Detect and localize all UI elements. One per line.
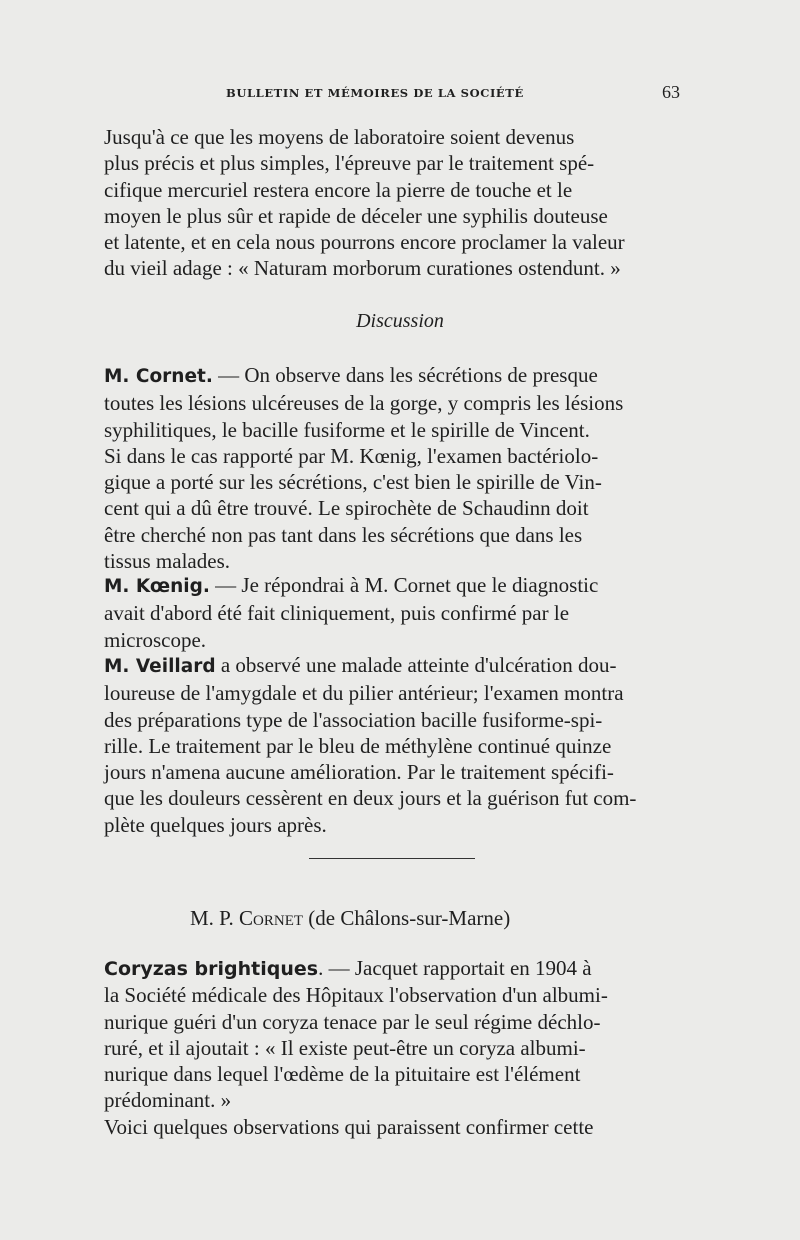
text-fragment: . — Jacquet rapportait en 1904 à [318, 956, 592, 980]
speaker-name: M. Veillard [104, 656, 216, 677]
text-line: et latente, et en cela nous pourrons encore proclamer la valeur [104, 230, 625, 255]
article-heading: Coryzas brightiques [104, 958, 319, 980]
text-line [104, 572, 682, 600]
text-fragment: — On observe dans les sécrétions de presque [212, 363, 598, 387]
running-title: BULLETIN ET MÉMOIRES DE LA SOCIÉTÉ [226, 86, 524, 100]
text-line: des préparations type de l'association bacille fusiforme-spi- [104, 707, 603, 732]
text-line: que les douleurs cessèrent en deux jours et la guérison fut com- [104, 786, 637, 811]
text-line: jours n'amena aucune amélioration. Par le traitement spécifi- [104, 760, 614, 785]
text-line: loureuse de l'amygdale et du pilier antérieur; l'examen montra [104, 681, 624, 706]
veillard-paragraph [104, 652, 682, 838]
author-affiliation: (de Châlons-sur-Marne) [303, 906, 511, 930]
cornet-paragraph [104, 362, 682, 574]
text-line: prédominant. » [104, 1088, 232, 1113]
text-line: plète quelques jours après. [104, 812, 327, 837]
author-prefix: M. P. [190, 906, 240, 930]
intro-paragraph [104, 124, 682, 282]
text-line: nurique guéri d'un coryza tenace par le seul régime déchlo- [104, 1009, 601, 1034]
text-line: moyen le plus sûr et rapide de déceler une syphilis douteuse [104, 203, 608, 228]
text-line: ruré, et il ajoutait : « Il existe peut-être un coryza albumi- [104, 1035, 586, 1060]
discussion-title: Discussion [356, 310, 444, 332]
text-line: être cherché non pas tant dans les sécrétions que dans les [104, 522, 583, 547]
text-line: microscope. [104, 627, 207, 652]
text-line: syphilitiques, le bacille fusiforme et le spirille de Vincent. [104, 417, 590, 442]
text-line [104, 362, 682, 390]
text-line: avait d'abord été fait cliniquement, puis confirmé par le [104, 601, 570, 626]
text-fragment: — Je répondrai à M. Cornet que le diagnostic [209, 573, 599, 597]
text-line: rille. Le traitement par le bleu de méthylène continué quinze [104, 733, 612, 758]
speaker-name: M. Cornet. [104, 366, 213, 387]
text-line: Si dans le cas rapporté par M. Kœnig, l'examen bactériolo- [104, 443, 599, 468]
text-line: cent qui a dû être trouvé. Le spirochète de Schaudinn doit [104, 496, 589, 521]
text-line: Voici quelques observations qui paraissent confirmer cette [104, 1114, 594, 1139]
article-paragraph [104, 955, 682, 1140]
text-line: plus précis et plus simples, l'épreuve par le traitement spé- [104, 151, 595, 176]
text-line: du vieil adage : « Naturam morborum curationes ostendunt. » [104, 256, 621, 281]
text-line [104, 652, 682, 680]
text-fragment: a observé une malade atteinte d'ulcération dou- [215, 653, 617, 677]
koenig-paragraph [104, 572, 682, 653]
author-name: Cornet [239, 906, 304, 930]
speaker-name: M. Kœnig. [104, 576, 210, 597]
section-divider [309, 858, 475, 859]
text-line: cifique mercuriel restera encore la pierre de touche et le [104, 177, 573, 202]
page-number: 63 [662, 82, 680, 102]
text-line: tissus malades. [104, 549, 230, 574]
text-line: la Société médicale des Hôpitaux l'observation d'un albumi- [104, 983, 608, 1008]
text-line: gique a porté sur les sécrétions, c'est bien le spirille de Vin- [104, 470, 602, 495]
text-line: nurique dans lequel l'œdème de la pituitaire est l'élément [104, 1062, 581, 1087]
page-header [0, 82, 800, 108]
text-line: toutes les lésions ulcéreuses de la gorge, y compris les lésions [104, 391, 624, 416]
text-line: Jusqu'à ce que les moyens de laboratoire soient devenus [104, 125, 575, 149]
text-line [104, 955, 682, 982]
author-line [190, 906, 510, 931]
